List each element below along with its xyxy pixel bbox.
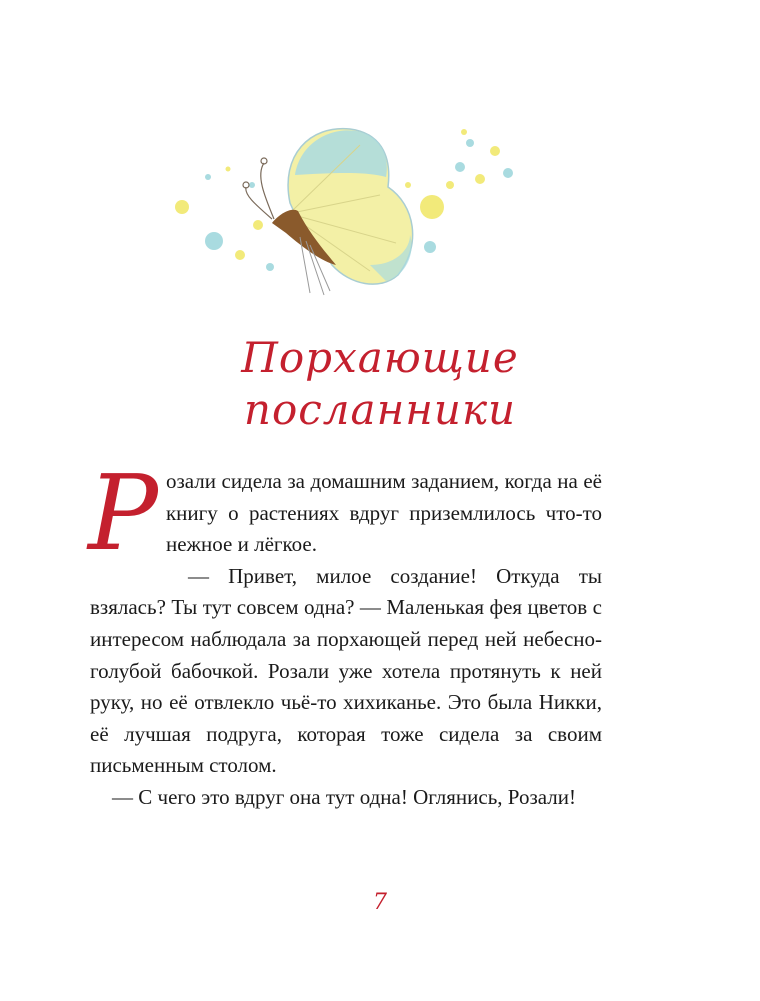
paragraph-3: — С чего это вдруг она тут одна! Оглянись, Розали! bbox=[112, 784, 576, 809]
page-number: 7 bbox=[373, 890, 387, 915]
paragraph-1-text: озали сидела за домашним заданием, когда на её книгу о растениях вдруг приземлилось что-то нежное и лёгкое. bbox=[165, 469, 602, 557]
chapter-title bbox=[0, 332, 760, 436]
chapter-body bbox=[88, 452, 602, 814]
butterfly-illustration bbox=[160, 115, 530, 315]
drop-cap: Р bbox=[88, 452, 158, 574]
chapter-title-line-1: Порхающие bbox=[241, 333, 519, 382]
paragraph-2: — Привет, милое создание! Откуда ты взялась? Ты тут совсем одна? — Маленькая фея цветов с интересом наблюдала за порхающей перед ней небесно-голубой бабочкой. Розали уже хотела протянуть к ней руку, но её отвлекло чьё-то хихиканье. Это была Никки, её лучшая подруга, которая тоже сидела за своим письменным столом. bbox=[90, 563, 602, 778]
paragraph-1 bbox=[88, 452, 602, 574]
chapter-title-line-2: посланники bbox=[243, 385, 517, 434]
